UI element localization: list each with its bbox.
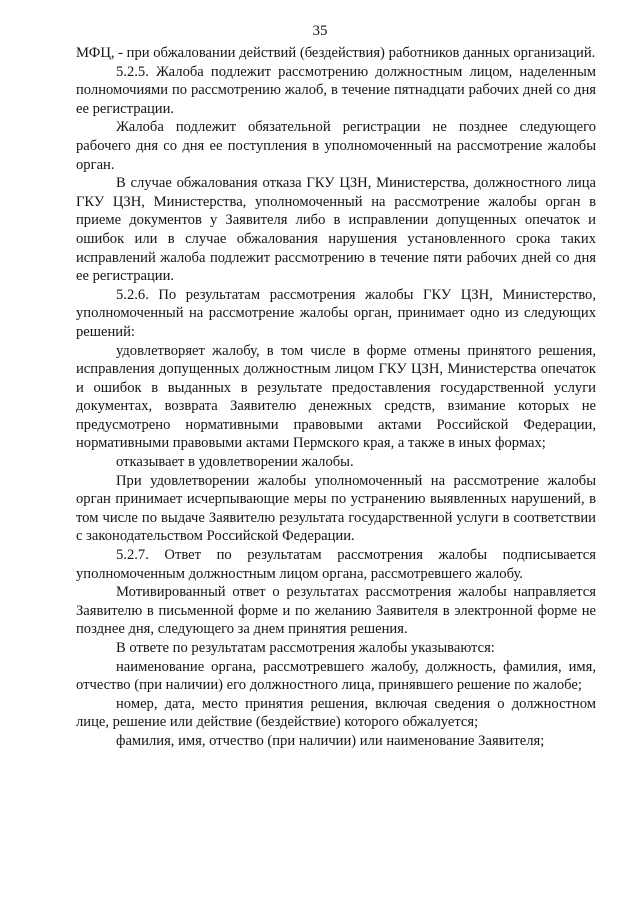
page-number: 35 [312, 23, 328, 39]
paragraph: отказывает в удовлетворении жалобы. [116, 454, 354, 471]
paragraph: наименование органа, рассмотревшего жалобу, должность, фамилия, имя, отчество (при наличии) его должностного лица, принявшего решение по жалобе; [76, 658, 596, 694]
paragraph: Жалоба подлежит обязательной регистрации не позднее следующего рабочего дня со дня ее поступления в уполномоченный на рассмотрение жалобы орган. [76, 119, 596, 173]
paragraph: При удовлетворении жалобы уполномоченный на рассмотрение жалобы орган принимает исчерпывающие меры по устранению выявленных нарушений, в том числе по выдаче Заявителю результата государственной услуги в соответствии с законодательством Российской Федерации. [76, 472, 596, 545]
paragraph: фамилия, имя, отчество (при наличии) или наименование Заявителя; [116, 732, 545, 749]
paragraph: В случае обжалования отказа ГКУ ЦЗН, Министерства, должностного лица ГКУ ЦЗН, Министерства, уполномоченный на рассмотрение жалобы орган в приеме документов у Заявителя либо в исправлении допущенных опечаток и ошибок или в случае обжалования нарушения установленного срока таких исправлений жалоба подлежит рассмотрению в течение пяти рабочих дней со дня ее регистрации. [76, 175, 596, 285]
paragraph: 5.2.5. Жалоба подлежит рассмотрению должностным лицом, наделенным полномочиями по рассмотрению жалоб, в течение пятнадцати рабочих дней со дня ее регистрации. [76, 63, 596, 117]
paragraph: Мотивированный ответ о результатах рассмотрения жалобы направляется Заявителю в письменной форме и по желанию Заявителя в электронной форме не позднее дня, следующего за днем принятия решения. [76, 584, 596, 638]
document-body [76, 44, 596, 751]
paragraph: В ответе по результатам рассмотрения жалобы указываются: [116, 640, 495, 656]
paragraph: удовлетворяет жалобу, в том числе в форме отмены принятого решения, исправления допущенных должностным лицом ГКУ ЦЗН, Министерства опечаток и ошибок в выданных в результате предоставления государственной услуги документах, возврата Заявителю денежных средств, взимание которых не предусмотрено нормативными правовыми актами Российской Федерации, нормативными правовыми актами Пермского края, а также в иных формах; [76, 342, 596, 452]
paragraph: 5.2.7. Ответ по результатам рассмотрения жалобы подписывается уполномоченным должностным лицом органа, рассмотревшего жалобу. [76, 547, 596, 582]
paragraph: номер, дата, место принятия решения, включая сведения о должностном лице, решение или действие (бездействие) которого обжалуется; [76, 695, 596, 731]
paragraph: МФЦ, - при обжаловании действий (бездействия) работников данных организаций. [76, 45, 596, 61]
paragraph: 5.2.6. По результатам рассмотрения жалобы ГКУ ЦЗН, Министерство, уполномоченный на рассмотрение жалобы орган, принимает одно из следующих решений: [76, 286, 596, 340]
